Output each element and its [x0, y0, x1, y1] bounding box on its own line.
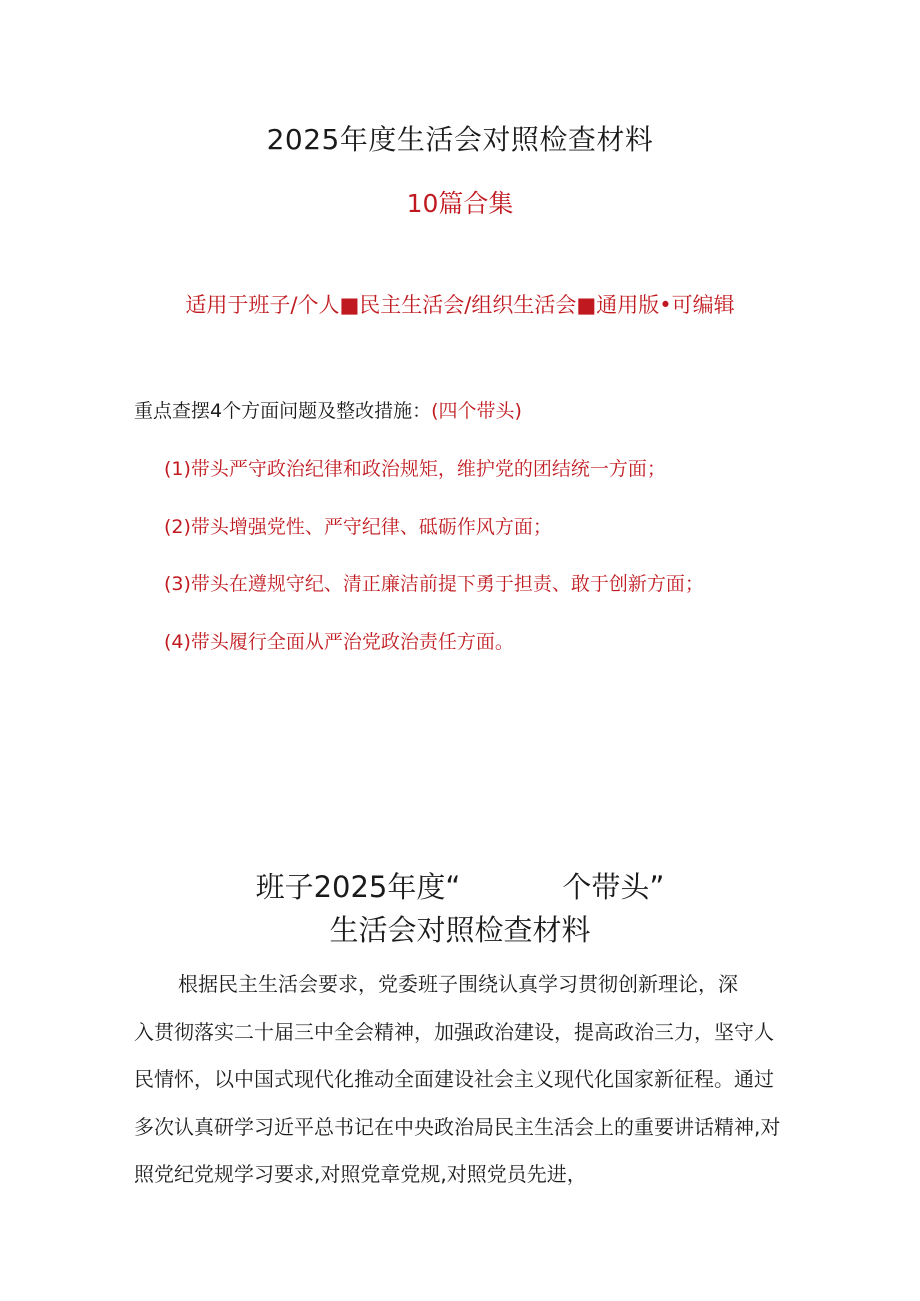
article-title-right: 个带头” — [562, 870, 665, 904]
article-title-line-2: 生活会对照检查材料 — [329, 913, 591, 947]
focus-heading-text: 重点查摆4个方面问题及整改措施： — [134, 400, 432, 422]
focus-heading-emphasis: (四个带头) — [431, 400, 522, 422]
cover-subtitle: 10篇合集 — [406, 189, 514, 218]
focus-item: (3)带头在遵规守纪、清正廉洁前提下勇于担责、敢于创新方面； — [164, 573, 704, 595]
body-text-line: 入贯彻落实二十届三中全会精神，加强政治建设，提高政治三力，坚守人 — [134, 1020, 774, 1044]
focus-heading — [134, 396, 522, 423]
focus-item: (2)带头增强党性、严守纪律、砥砺作风方面； — [164, 516, 552, 538]
body-text-line: 多次认真研学习近平总书记在中央政治局民主生活会上的重要讲话精神,对 — [134, 1115, 781, 1139]
focus-item: (1)带头严守政治纪律和政治规矩，维护党的团结统一方面； — [164, 458, 666, 480]
body-text-line: 照党纪党规学习要求,对照党章党规,对照党员先进， — [134, 1162, 587, 1186]
body-text-line: 根据民主生活会要求，党委班子围绕认真学习贯彻创新理论，深 — [178, 972, 738, 996]
focus-item: (4)带头履行全面从严治党政治责任方面。 — [164, 631, 514, 653]
scope-line: 适用于班子/个人■民主生活会/组织生活会■通用版•可编辑 — [185, 293, 735, 317]
article-title-left: 班子2025年度“ — [255, 870, 461, 904]
body-text-line: 民情怀，以中国式现代化推动全面建设社会主义现代化国家新征程。通过 — [134, 1067, 774, 1091]
article-title-line-1 — [0, 865, 920, 906]
cover-title: 2025年度生活会对照检查材料 — [266, 123, 654, 156]
